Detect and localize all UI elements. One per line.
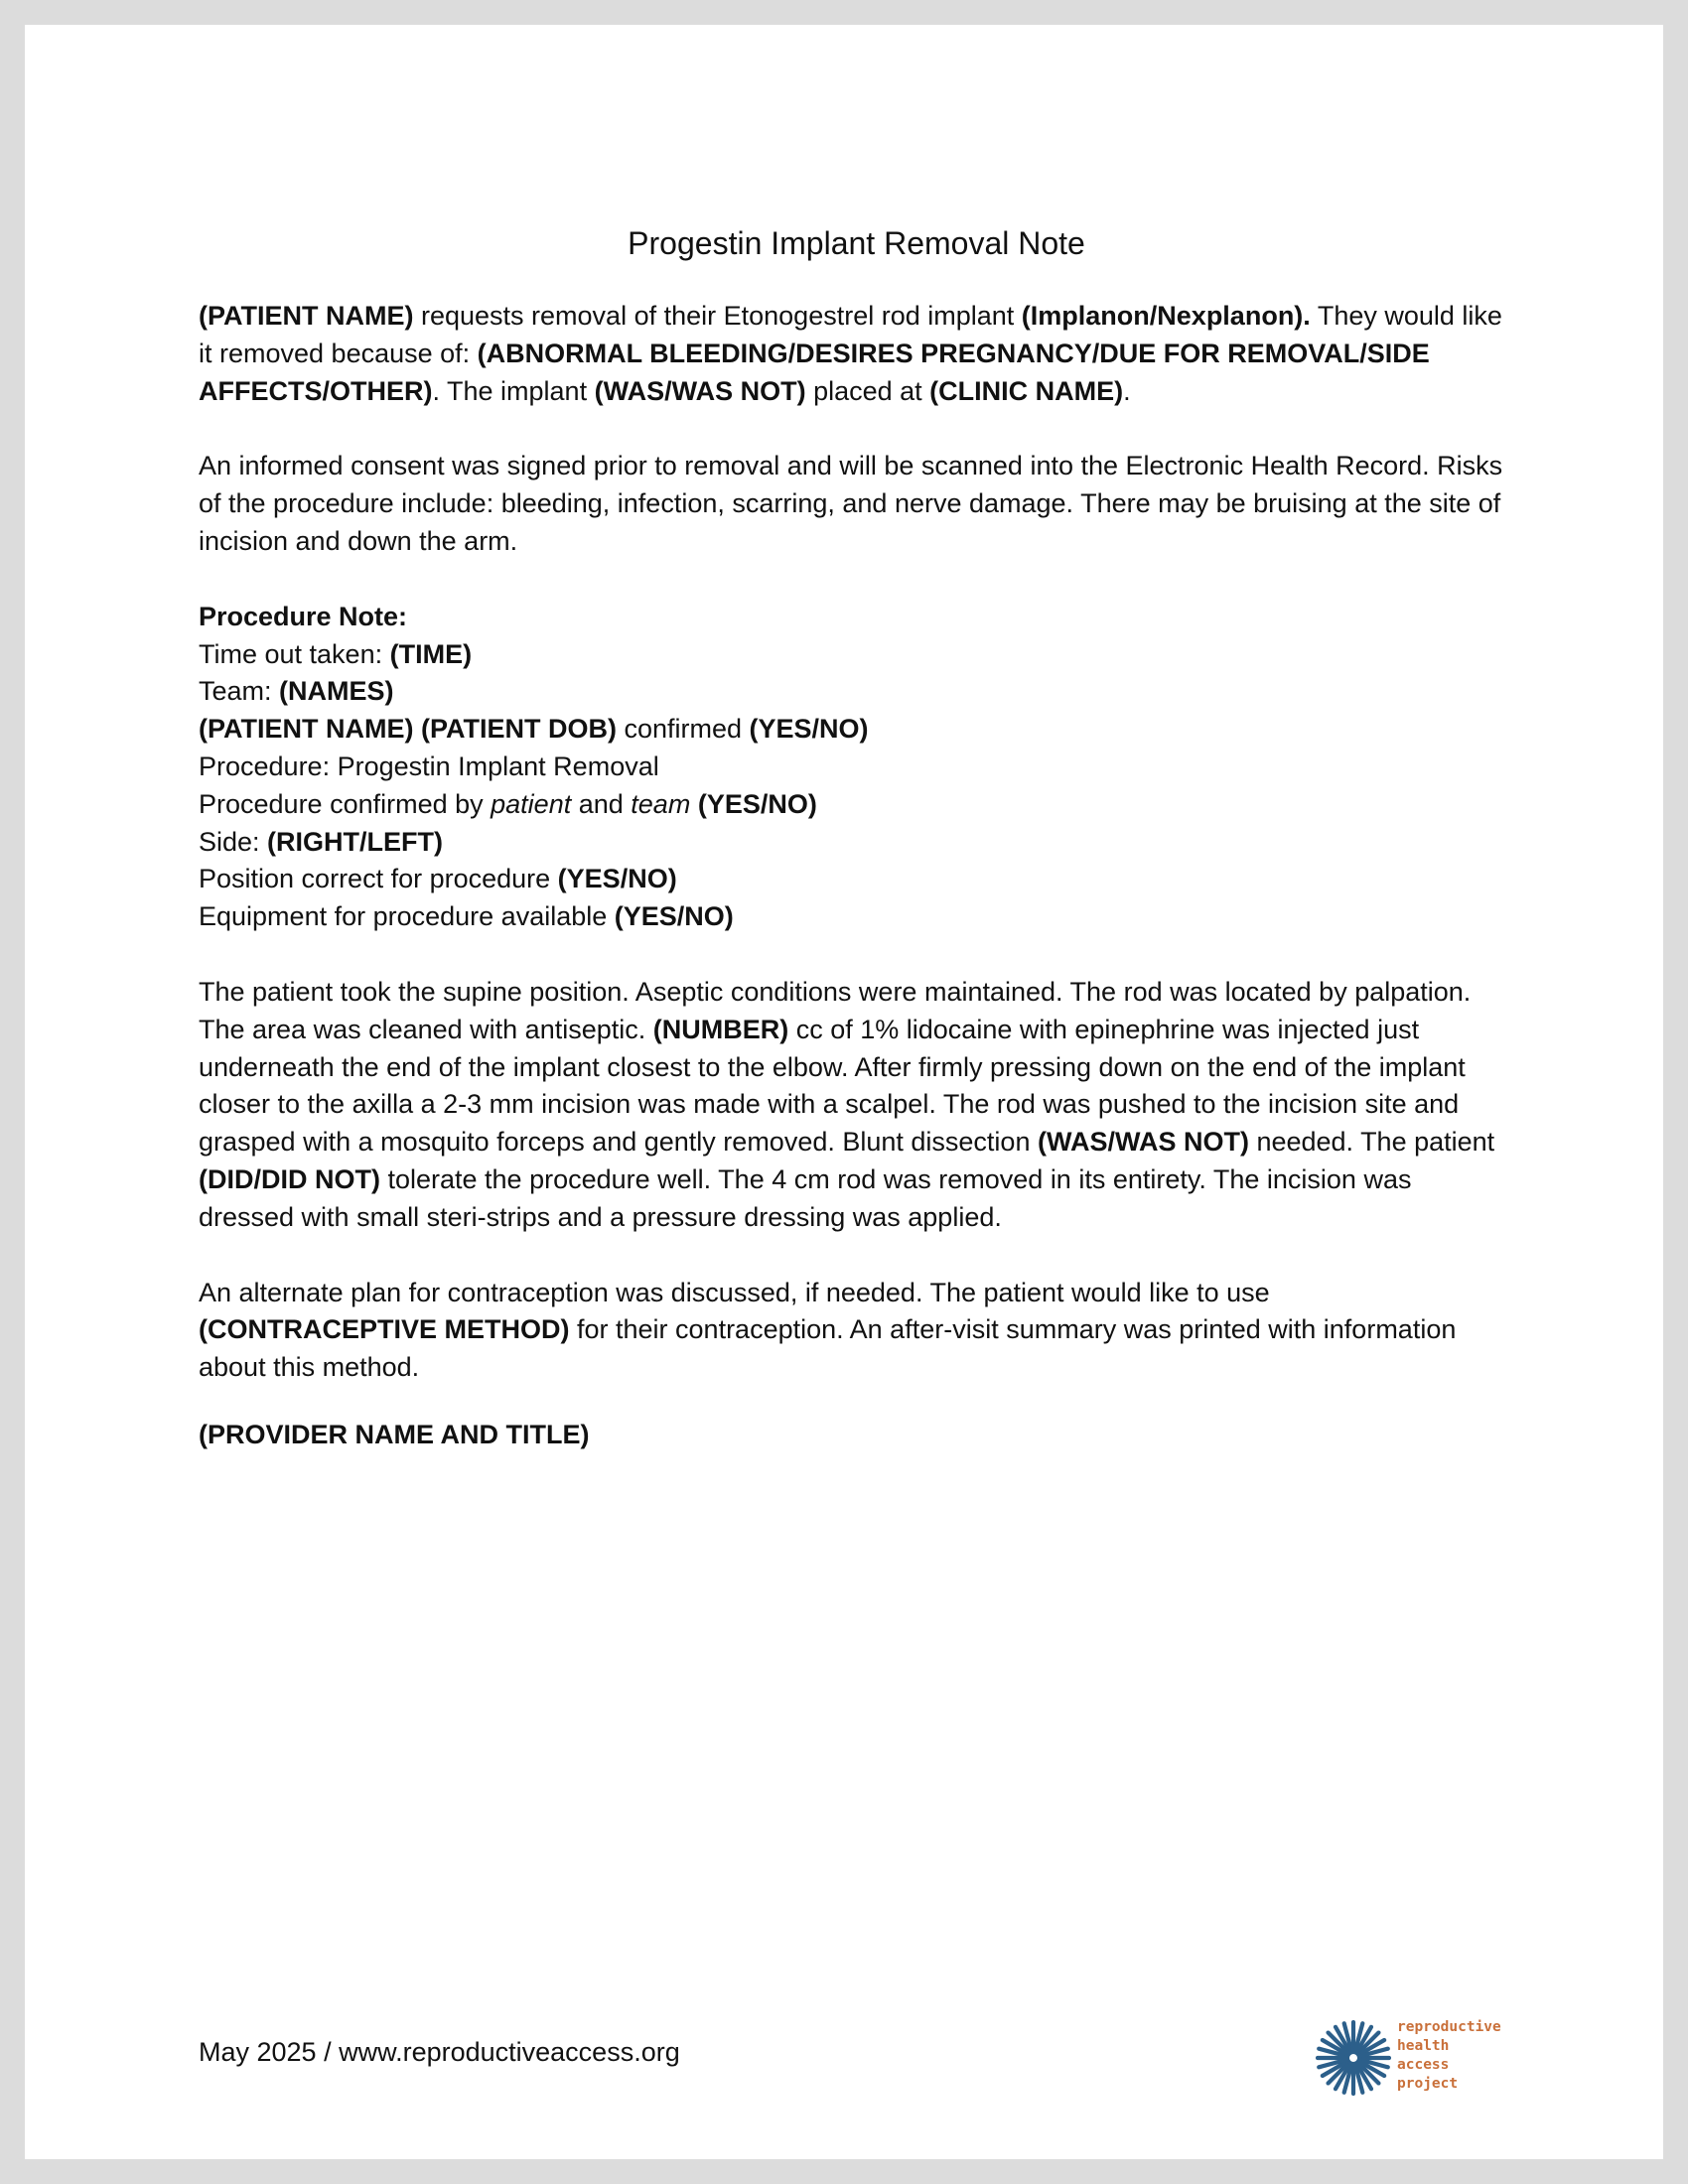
procedure-narrative-paragraph [199, 974, 1514, 1237]
team-line [199, 673, 1514, 711]
patient-id-placeholder: (PATIENT NAME) (PATIENT DOB) [199, 714, 617, 745]
narrative-text-4: tolerate the procedure well. The 4 cm rod was removed in its entirety. The incision was dressed with small steri-strips and a pressure dressing was applied. [199, 1163, 1412, 1232]
patient-name-placeholder: (PATIENT NAME) [199, 301, 414, 331]
time-placeholder: (TIME) [389, 638, 473, 669]
intro-text-3: . The implant [432, 375, 595, 406]
confirmed-yes-no-placeholder: (YES/NO) [749, 714, 869, 745]
was-placed-placeholder: (WAS/WAS NOT) [594, 375, 806, 406]
removal-reasons-placeholder: (ABNORMAL BLEEDING/DESIRES PREGNANCY/DUE FOR REMOVAL/SIDE AFFECTS/OTHER) [199, 338, 1430, 406]
logo-line-2: health [1397, 2038, 1450, 2054]
intro-text-4: placed at [805, 375, 930, 406]
provider-signature-placeholder: (PROVIDER NAME AND TITLE) [199, 1419, 590, 1449]
contraceptive-method-placeholder: (CONTRACEPTIVE METHOD) [199, 1314, 570, 1345]
logo-line-3: access [1397, 2057, 1450, 2073]
lidocaine-number-placeholder: (NUMBER) [652, 1014, 789, 1044]
confirmed-by-space [690, 789, 698, 819]
time-out-label: Time out taken: [199, 638, 390, 669]
confirmed-label: confirmed [616, 714, 750, 745]
clinic-name-placeholder: (CLINIC NAME) [929, 375, 1124, 406]
logo-line-1: reproductive [1397, 2019, 1501, 2035]
narrative-text-2: cc of 1% lidocaine with epinephrine was injected just underneath the end of the implant closest to the elbow. After firmly pressing down on the end of the implant closer to the axilla a 2-3 mm incision was made with a scalpel. The rod was pushed to the incision site and grasped with a mosquito forceps and gently removed. Blunt dissection [199, 1014, 1466, 1158]
confirmed-by-patient: patient [491, 788, 572, 819]
confirmed-by-label: Procedure confirmed by [199, 788, 492, 819]
side-placeholder: (RIGHT/LEFT) [267, 826, 444, 857]
consent-paragraph: An informed consent was signed prior to removal and will be scanned into the Electronic Health Record. Risks of the procedure include: bleeding, infection, scarring, and nerve damage. There may be bruising at the site of incision and down the arm. [199, 451, 1503, 556]
procedure-confirmed-by-line [199, 786, 1514, 824]
intro-paragraph [199, 298, 1514, 410]
intro-text-2: They would like it removed because of: [199, 301, 1502, 368]
contraception-plan-paragraph [199, 1275, 1514, 1387]
narrative-text-3: needed. The patient [1248, 1127, 1495, 1158]
document-page [25, 25, 1663, 2159]
narrative-text-1: The patient took the supine position. Aseptic conditions were maintained. The rod was located by palpation. The area was cleaned with antiseptic. [199, 976, 1472, 1044]
equipment-line [199, 898, 1514, 936]
blunt-dissection-placeholder: (WAS/WAS NOT) [1037, 1127, 1249, 1158]
implant-brand-placeholder: (Implanon/Nexplanon). [1021, 301, 1311, 331]
confirmed-by-and: and [571, 788, 632, 819]
sunburst-logo-icon [1316, 2020, 1391, 2096]
team-names-placeholder: (NAMES) [279, 676, 394, 707]
confirmed-by-team: team [631, 788, 691, 819]
intro-text-5: . [1123, 375, 1131, 406]
procedure-line: Procedure: Progestin Implant Removal [199, 751, 659, 781]
patient-confirmed-line [199, 711, 1514, 749]
plan-text-2: for their contraception. An after-visit summary was printed with information about this method. [199, 1314, 1457, 1383]
position-yes-no-placeholder: (YES/NO) [557, 864, 677, 894]
side-line [199, 824, 1514, 862]
organization-logo [1316, 2018, 1534, 2098]
equipment-label: Equipment for procedure available [199, 901, 615, 932]
intro-text-1: requests removal of their Etonogestrel rod implant [413, 301, 1022, 331]
procedure-note-heading: Procedure Note: [199, 601, 408, 631]
confirmed-by-yes-no-placeholder: (YES/NO) [697, 788, 817, 819]
position-label: Position correct for procedure [199, 864, 558, 894]
document-body [199, 199, 1514, 1492]
side-label: Side: [199, 826, 268, 857]
equipment-yes-no-placeholder: (YES/NO) [614, 901, 734, 932]
page-title: Progestin Implant Removal Note [628, 225, 1085, 261]
position-line [199, 861, 1514, 898]
procedure-note-section [199, 599, 1514, 936]
footer-date-url: May 2025 / www.reproductiveaccess.org [199, 2037, 680, 2067]
team-label: Team: [199, 676, 280, 707]
time-out-line [199, 636, 1514, 674]
logo-wordmark [1397, 2018, 1501, 2094]
logo-line-4: project [1397, 2076, 1459, 2092]
plan-text-1: An alternate plan for contraception was discussed, if needed. The patient would like to use [199, 1277, 1270, 1307]
tolerated-placeholder: (DID/DID NOT) [199, 1163, 380, 1194]
